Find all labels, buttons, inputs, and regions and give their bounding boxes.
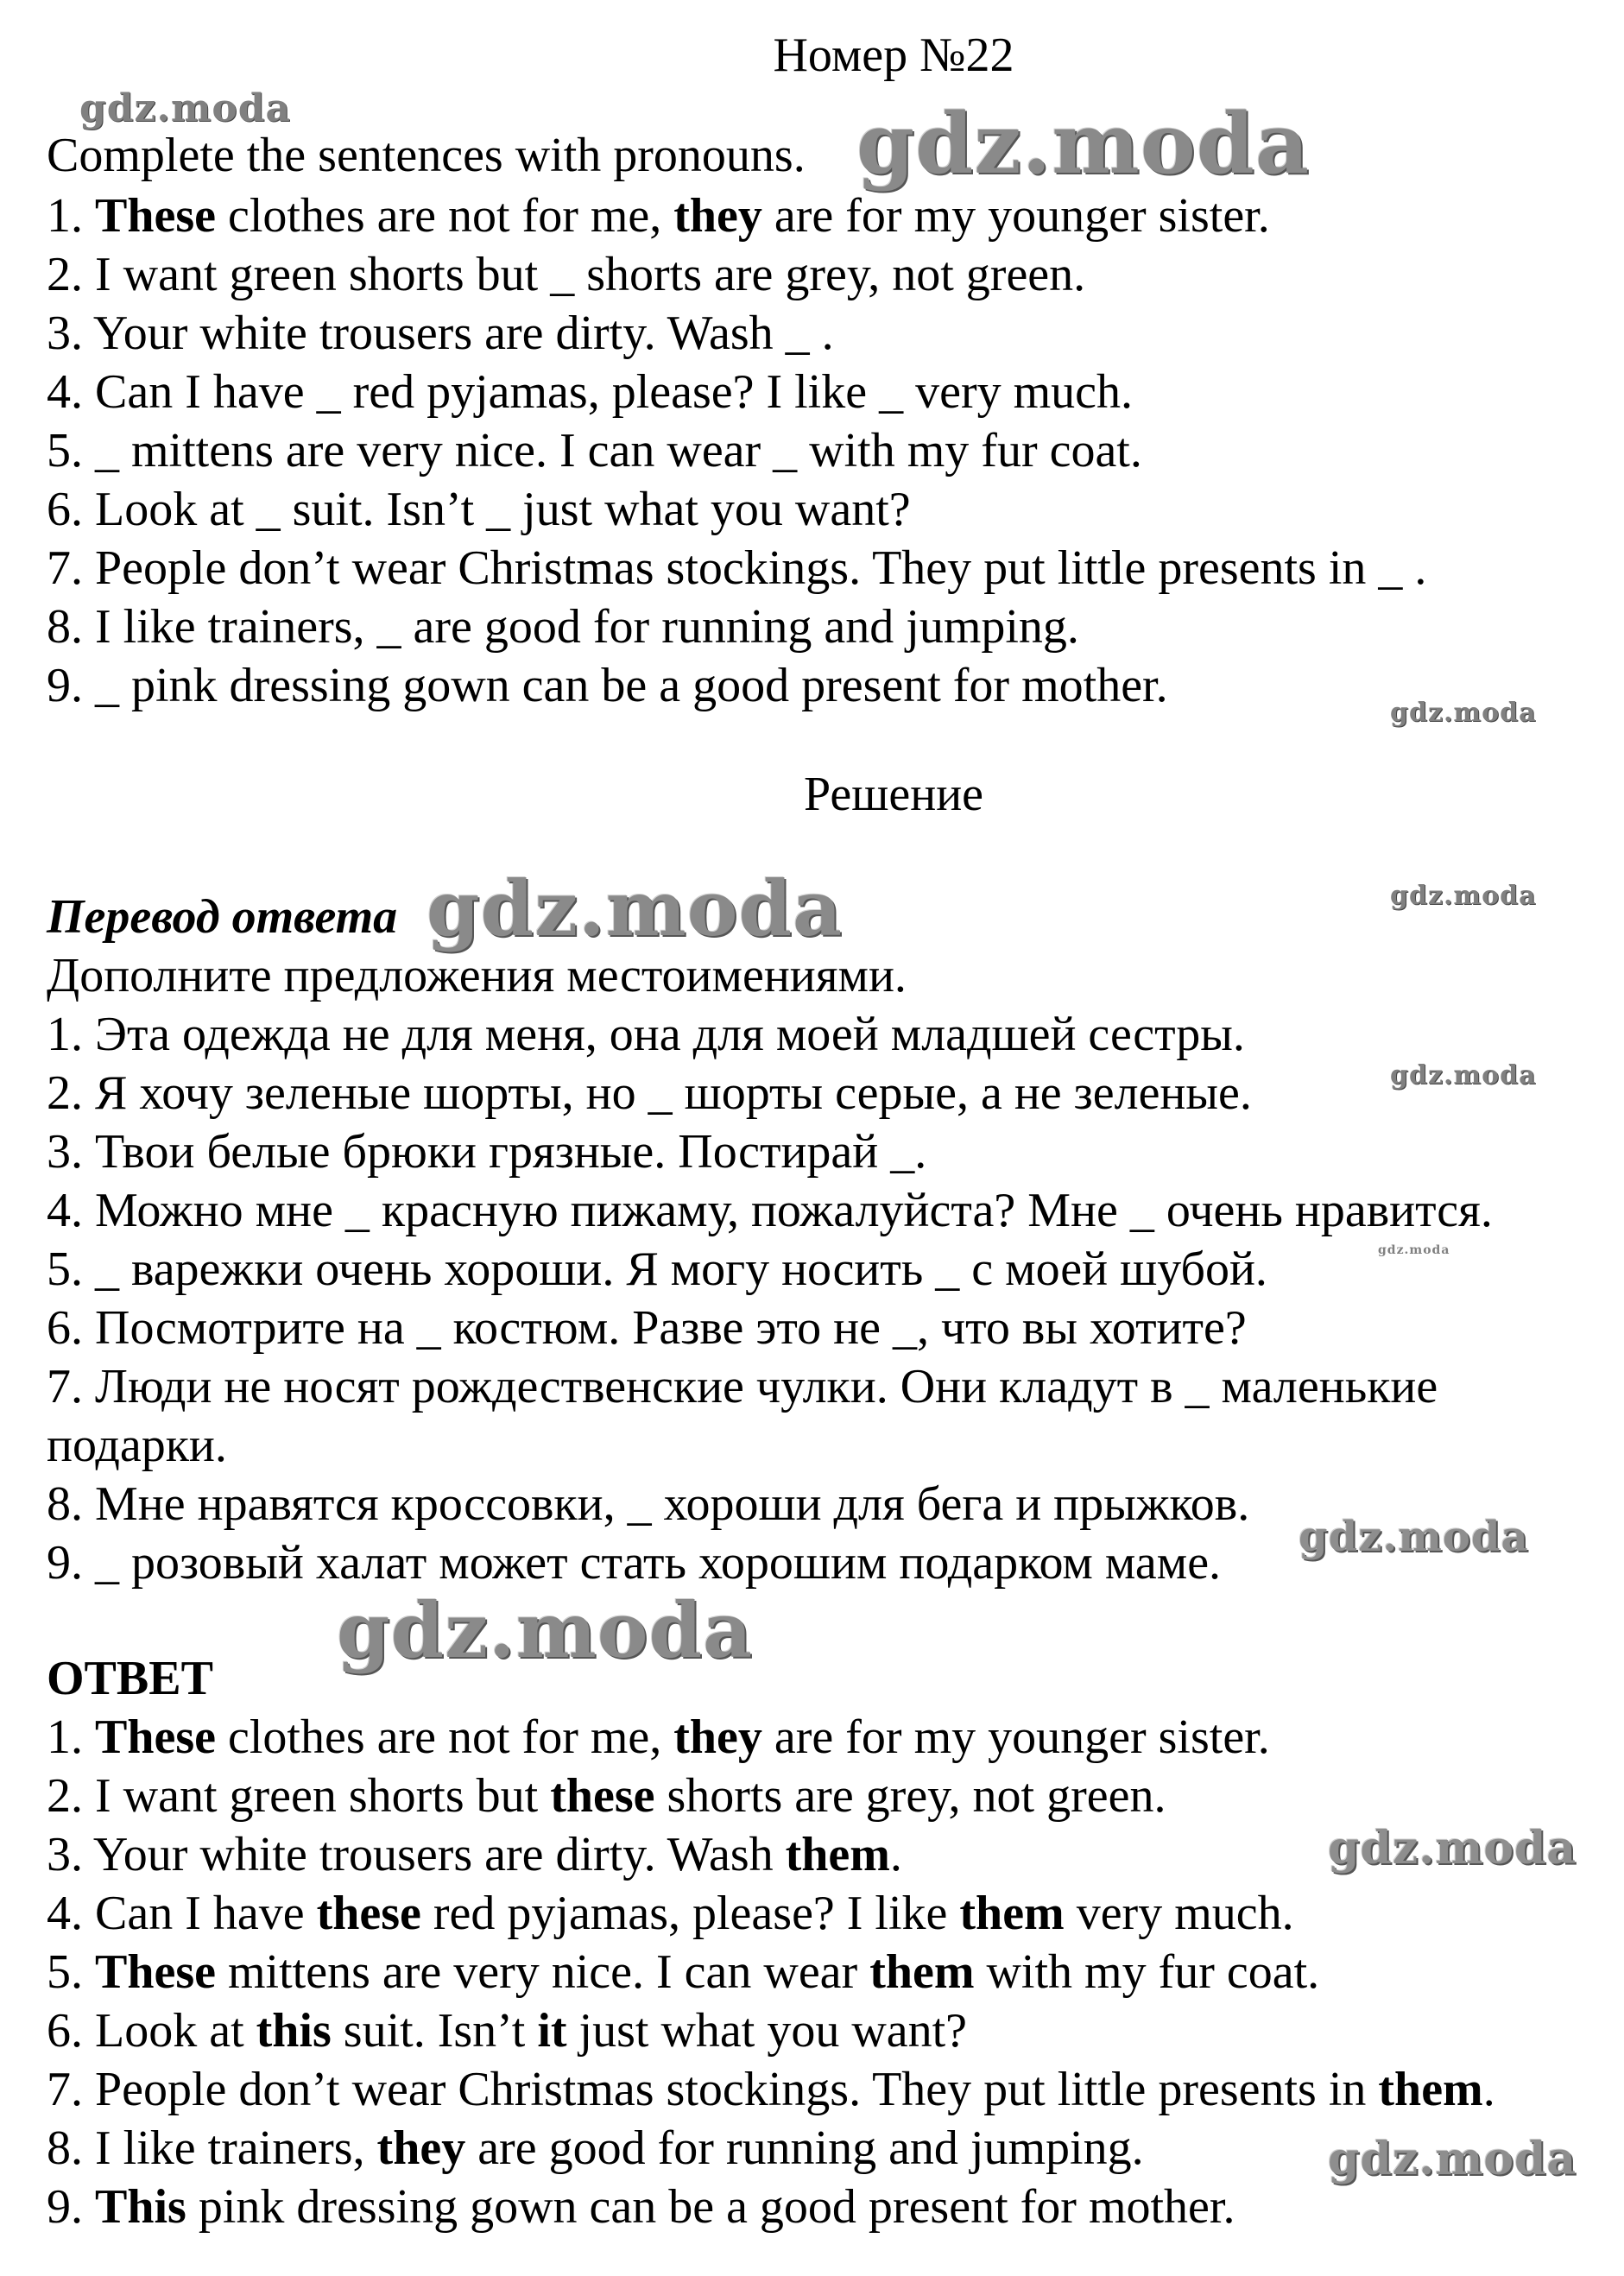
answer-pronoun: These bbox=[95, 1945, 216, 1999]
sentence-text: clothes are not for me, bbox=[216, 189, 674, 243]
translation-line: 3. Твои белые брюки грязные. Постирай _. bbox=[47, 1125, 927, 1179]
translation-heading: Перевод ответа bbox=[47, 890, 398, 944]
watermark: gdz.moda bbox=[856, 95, 1311, 193]
answer-pronoun: These bbox=[95, 1710, 216, 1764]
sentence-text: 3. Your white trousers are dirty. Wash bbox=[47, 1828, 786, 1881]
page-title: Номер №22 bbox=[773, 28, 1014, 82]
watermark: gdz.moda bbox=[79, 86, 292, 130]
sentence-text: with my fur coat. bbox=[974, 1945, 1320, 1999]
sentence-text: 8. I like trainers, _ are good for running and jumping. bbox=[47, 600, 1079, 654]
answer-line bbox=[47, 2001, 967, 2060]
sentence-text: 4. Can I have bbox=[47, 1887, 317, 1940]
exercise-line bbox=[47, 656, 1168, 715]
exercise-line bbox=[47, 363, 1133, 421]
sentence-text: 2. I want green shorts but bbox=[47, 1769, 551, 1823]
exercise-line bbox=[47, 304, 834, 363]
answer-line bbox=[47, 1767, 1166, 1825]
sentence-text: are for my younger sister. bbox=[761, 189, 1270, 243]
sentence-text: . bbox=[1482, 2063, 1495, 2116]
watermark: gdz.moda bbox=[427, 863, 844, 953]
sentence-text: shorts are grey, not green. bbox=[654, 1769, 1166, 1823]
sentence-text: 2. I want green shorts but _ shorts are grey, not green. bbox=[47, 248, 1086, 301]
translation-line: 6. Посмотрите на _ костюм. Разве это не _, что вы хотите? bbox=[47, 1301, 1247, 1355]
sentence-text: red pyjamas, please? I like bbox=[420, 1887, 960, 1940]
watermark: gdz.moda bbox=[1328, 1822, 1577, 1875]
answer-pronoun: they bbox=[673, 189, 762, 243]
sentence-text: 8. I like trainers, bbox=[47, 2121, 377, 2175]
sentence-text: are good for running and jumping. bbox=[465, 2121, 1144, 2175]
sentence-text: 1. bbox=[47, 189, 95, 243]
answer-pronoun: them bbox=[785, 1828, 890, 1881]
answer-line bbox=[47, 2178, 1235, 2236]
sentence-text: pink dressing gown can be a good present for mother. bbox=[186, 2180, 1235, 2234]
exercise-line bbox=[47, 421, 1142, 480]
sentence-text: . bbox=[889, 1828, 902, 1881]
answer-line bbox=[47, 1825, 902, 1884]
answer-line bbox=[47, 1884, 1294, 1943]
sentence-text: 9. bbox=[47, 2180, 95, 2234]
watermark: gdz.moda bbox=[1378, 1243, 1450, 1257]
sentence-text: 6. Look at _ suit. Isn’t _ just what you want? bbox=[47, 483, 911, 536]
sentence-text: 3. Your white trousers are dirty. Wash _ . bbox=[47, 307, 834, 360]
answer-pronoun: them bbox=[1378, 2063, 1483, 2116]
translation-line: 7. Люди не носят рождественские чулки. Они кладут в _ маленькие bbox=[47, 1360, 1438, 1413]
exercise-line bbox=[47, 539, 1426, 597]
translation-line: 4. Можно мне _ красную пижаму, пожалуйста? Мне _ очень нравится. bbox=[47, 1184, 1493, 1237]
watermark: gdz.moda bbox=[1390, 698, 1537, 728]
watermark: gdz.moda bbox=[337, 1585, 754, 1675]
watermark: gdz.moda bbox=[1390, 1060, 1537, 1091]
sentence-text: mittens are very nice. I can wear bbox=[216, 1945, 870, 1999]
answer-pronoun: they bbox=[673, 1710, 762, 1764]
answer-heading: ОТВЕТ bbox=[47, 1652, 213, 1705]
answer-pronoun: These bbox=[95, 189, 216, 243]
answer-pronoun: these bbox=[550, 1769, 655, 1823]
translation-line: 8. Мне нравятся кроссовки, _ хороши для бега и прыжков. bbox=[47, 1477, 1250, 1531]
sentence-text: just what you want? bbox=[566, 2004, 968, 2058]
solution-heading: Решение bbox=[803, 768, 984, 821]
answer-line bbox=[47, 1708, 1270, 1767]
translation-line: 9. _ розовый халат может стать хорошим подарком маме. bbox=[47, 1536, 1222, 1590]
answer-pronoun: they bbox=[376, 2121, 466, 2175]
answer-pronoun: it bbox=[537, 2004, 567, 2058]
translation-line: 5. _ варежки очень хороши. Я могу носить _ с моей шубой. bbox=[47, 1242, 1267, 1296]
watermark: gdz.moda bbox=[1328, 2133, 1577, 2185]
exercise-line bbox=[47, 597, 1079, 656]
sentence-text: 5. bbox=[47, 1945, 95, 1999]
exercise-line bbox=[47, 187, 1270, 245]
watermark: gdz.moda bbox=[1390, 881, 1537, 911]
task-instruction: Complete the sentences with pronouns. bbox=[47, 129, 806, 182]
translation-line: 1. Эта одежда не для меня, она для моей младшей сестры. bbox=[47, 1008, 1245, 1061]
answer-pronoun: This bbox=[95, 2180, 186, 2234]
sentence-text: 9. _ pink dressing gown can be a good present for mother. bbox=[47, 659, 1168, 712]
sentence-text: are for my younger sister. bbox=[761, 1710, 1270, 1764]
answer-pronoun: these bbox=[316, 1887, 421, 1940]
sentence-text: 5. _ mittens are very nice. I can wear _ with my fur coat. bbox=[47, 424, 1142, 477]
exercise-line bbox=[47, 480, 911, 539]
sentence-text: 6. Look at bbox=[47, 2004, 256, 2058]
sentence-text: very much. bbox=[1064, 1887, 1294, 1940]
sentence-text: suit. Isn’t bbox=[331, 2004, 538, 2058]
translation-line: 2. Я хочу зеленые шорты, но _ шорты серые, а не зеленые. bbox=[47, 1066, 1252, 1120]
answer-line bbox=[47, 2119, 1144, 2178]
sentence-text: clothes are not for me, bbox=[216, 1710, 674, 1764]
sentence-text: 1. bbox=[47, 1710, 95, 1764]
answer-pronoun: them bbox=[869, 1945, 975, 1999]
answer-pronoun: this bbox=[256, 2004, 332, 2058]
sentence-text: 7. People don’t wear Christmas stockings. They put little presents in bbox=[47, 2063, 1379, 2116]
sentence-text: 4. Can I have _ red pyjamas, please? I like _ very much. bbox=[47, 365, 1134, 419]
answer-line bbox=[47, 1943, 1319, 2001]
exercise-line bbox=[47, 245, 1085, 304]
translation-instruction: Дополните предложения местоимениями. bbox=[47, 949, 907, 1002]
answer-pronoun: them bbox=[959, 1887, 1065, 1940]
answer-line bbox=[47, 2060, 1495, 2119]
watermark: gdz.moda bbox=[1299, 1513, 1529, 1561]
sentence-text: 7. People don’t wear Christmas stockings. They put little presents in _ . bbox=[47, 541, 1427, 595]
translation-line: подарки. bbox=[47, 1419, 227, 1472]
